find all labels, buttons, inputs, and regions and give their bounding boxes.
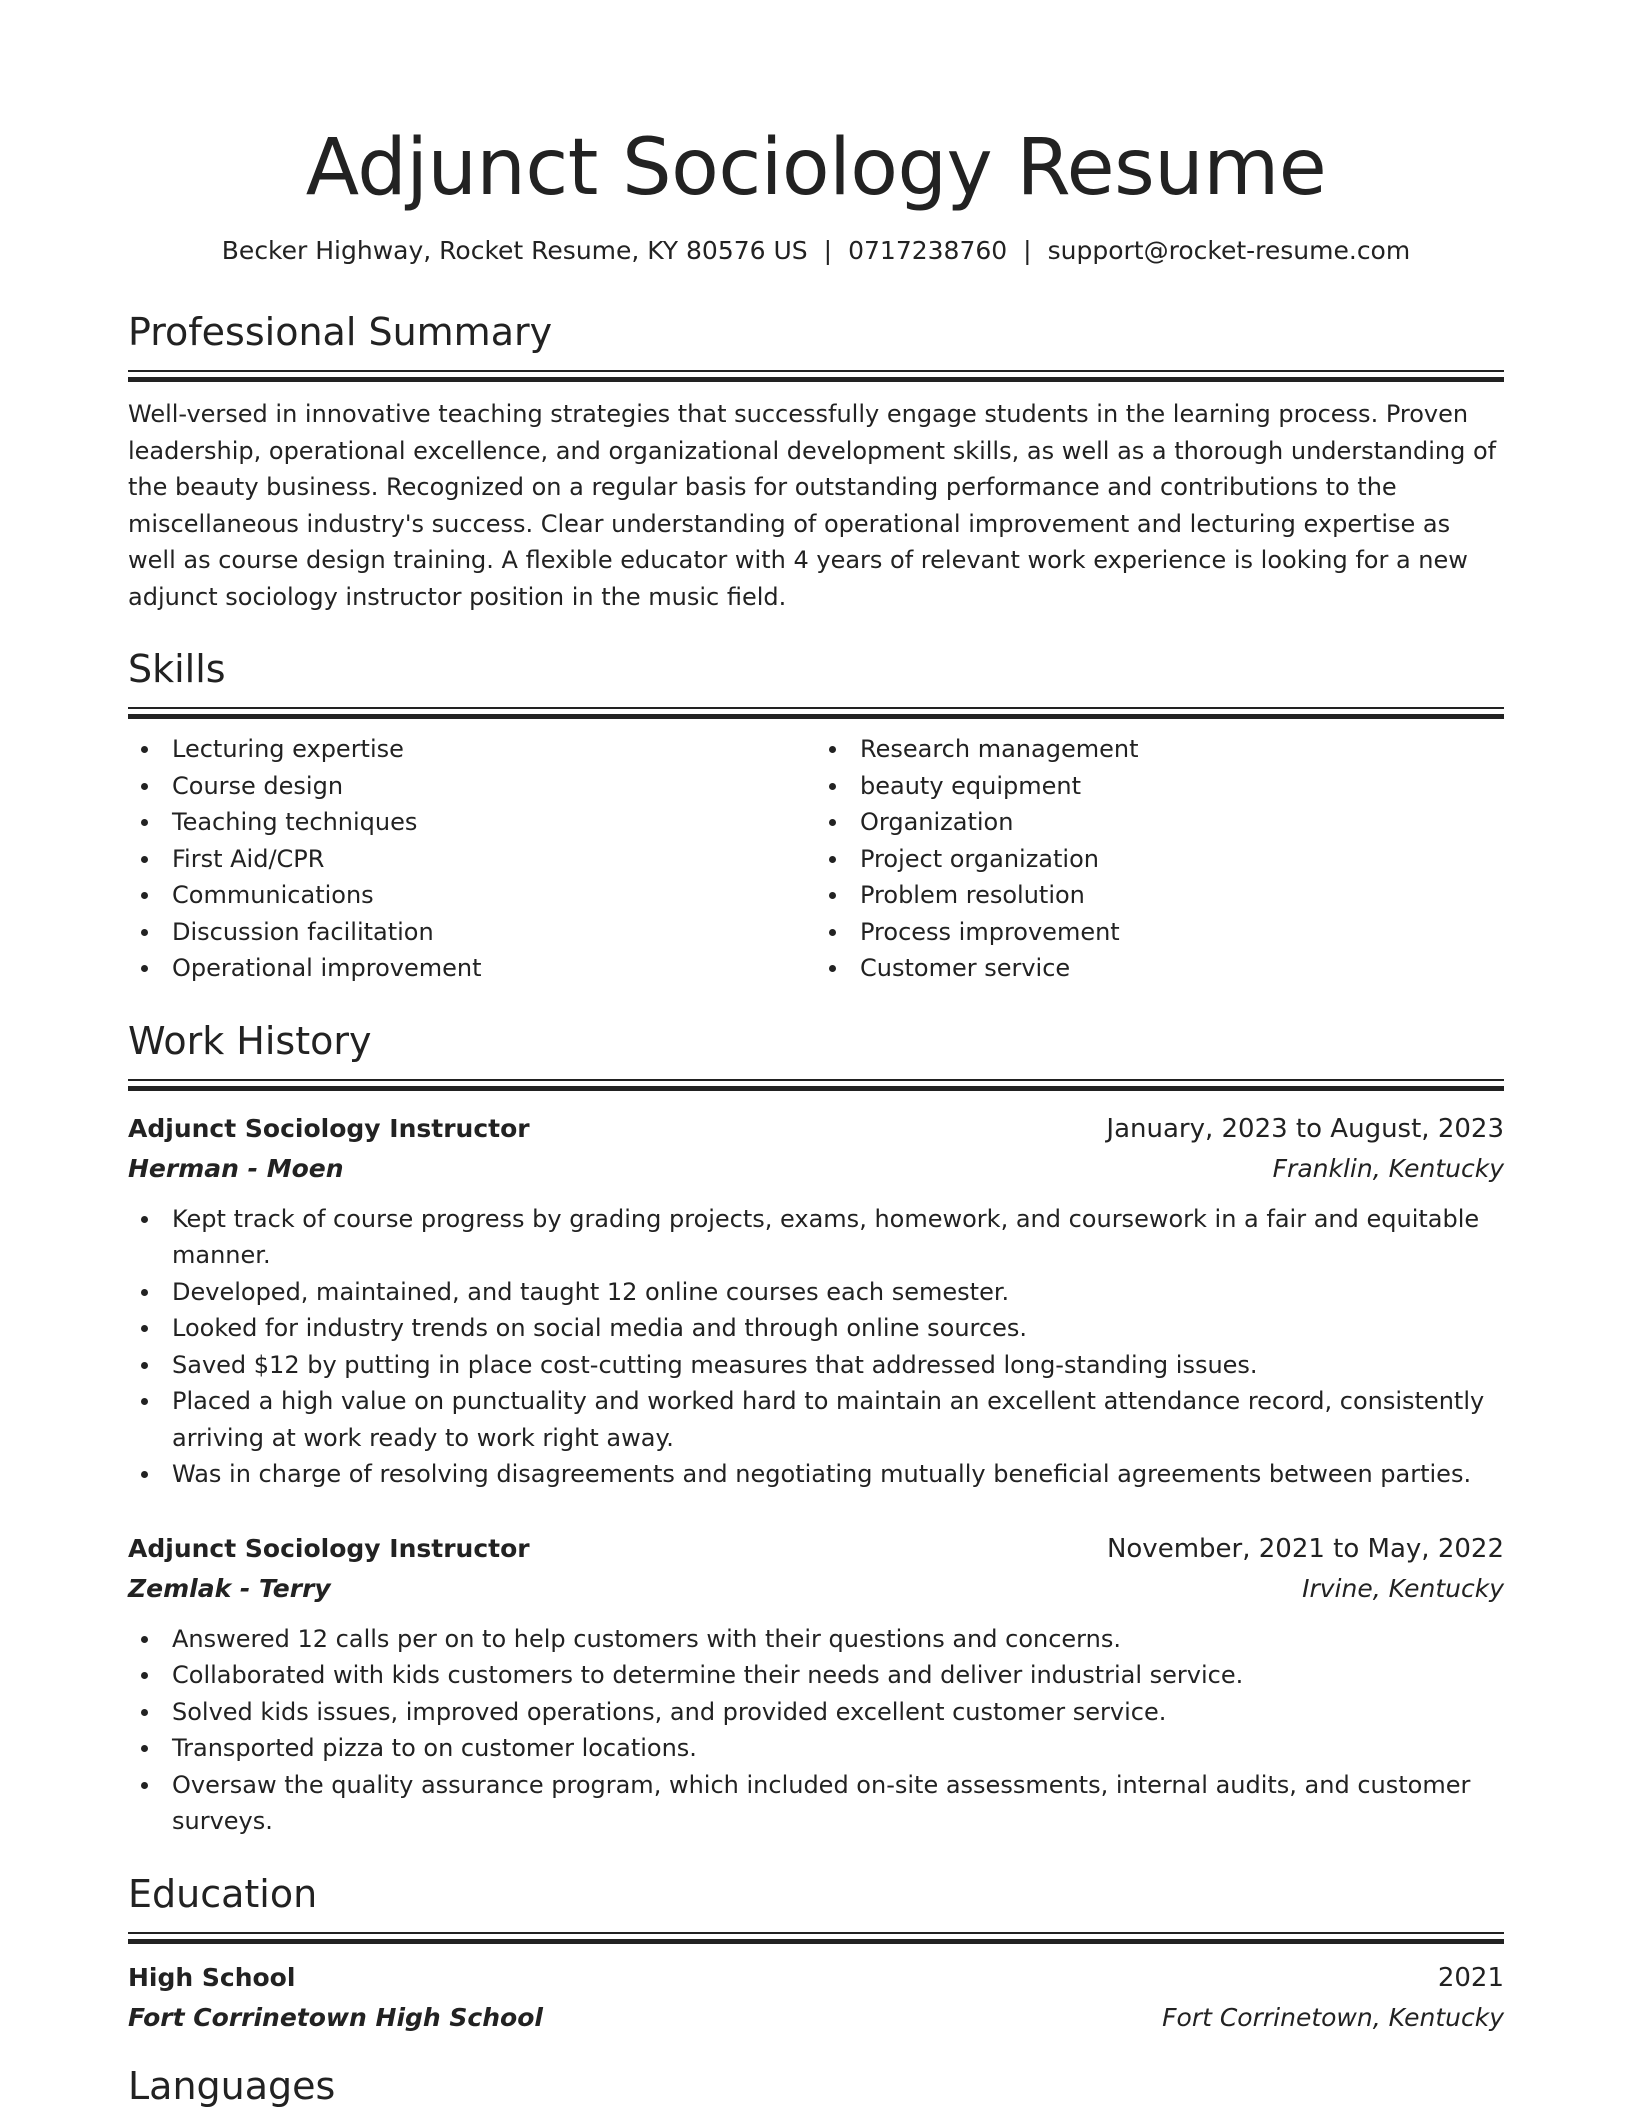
separator: |	[823, 236, 833, 265]
job-bullet: Saved $12 by putting in place cost-cutting measures that addressed long-standing issues.	[128, 1347, 1504, 1384]
section-heading: Work History	[128, 1018, 372, 1063]
contact-line	[128, 234, 1504, 268]
job-bullet: Collaborated with kids customers to determine their needs and deliver industrial service.	[128, 1657, 1504, 1694]
skills-column-right	[816, 731, 1504, 987]
skill-item: Organization	[816, 804, 1504, 841]
job-entry	[128, 1109, 1504, 1493]
skill-item: Teaching techniques	[128, 804, 816, 841]
skill-item: Communications	[128, 877, 816, 914]
school-name: Fort Corrinetown High School	[128, 2002, 543, 2032]
section-heading: Languages	[128, 2063, 336, 2108]
skill-item: Discussion facilitation	[128, 914, 816, 951]
skills-list	[128, 731, 1504, 987]
section-heading: Professional Summary	[128, 310, 553, 354]
education-section	[128, 1870, 1504, 2038]
job-bullet: Transported pizza to on customer locations.	[128, 1730, 1504, 1767]
school-location: Fort Corrinetown, Kentucky	[1162, 2002, 1504, 2032]
job-subheader-row	[128, 1569, 1504, 1609]
phone: 0717238760	[848, 236, 1008, 265]
job-dates: January, 2023 to August, 2023	[1106, 1113, 1504, 1144]
job-header-row	[128, 1109, 1504, 1149]
section-heading: Skills	[128, 647, 226, 691]
company-name: Zemlak - Terry	[128, 1573, 331, 1603]
skill-item: Lecturing expertise	[128, 731, 816, 768]
skill-item: beauty equipment	[816, 768, 1504, 805]
skill-item: Project organization	[816, 841, 1504, 878]
resume-title: Adjunct Sociology Resume	[305, 123, 1327, 213]
job-bullet: Developed, maintained, and taught 12 online courses each semester.	[128, 1274, 1504, 1311]
skill-item: First Aid/CPR	[128, 841, 816, 878]
section-divider	[128, 1932, 1504, 1944]
address: Becker Highway, Rocket Resume, KY 80576 US	[221, 236, 808, 265]
job-bullet: Kept track of course progress by grading projects, exams, homework, and coursework in a fair and equitable manner.	[128, 1201, 1504, 1274]
education-header-row	[128, 1958, 1504, 1998]
job-bullet: Answered 12 calls per on to help customers with their questions and concerns.	[128, 1621, 1504, 1658]
job-title: Adjunct Sociology Instructor	[128, 1113, 530, 1143]
degree: High School	[128, 1962, 296, 1992]
skill-item: Operational improvement	[128, 950, 816, 987]
section-divider	[128, 1079, 1504, 1091]
job-location: Franklin, Kentucky	[1272, 1153, 1504, 1183]
skill-item: Course design	[128, 768, 816, 805]
languages-section	[128, 2062, 1504, 2110]
job-bullets	[128, 1621, 1504, 1840]
skills-section	[128, 645, 1504, 987]
skill-item: Process improvement	[816, 914, 1504, 951]
job-bullet: Oversaw the quality assurance program, which included on-site assessments, internal audits, and customer surveys.	[128, 1767, 1504, 1840]
job-bullet: Was in charge of resolving disagreements and negotiating mutually beneficial agreements between parties.	[128, 1456, 1504, 1493]
job-location: Irvine, Kentucky	[1302, 1573, 1504, 1603]
job-bullets	[128, 1201, 1504, 1493]
section-divider	[128, 370, 1504, 382]
email[interactable]: support@rocket-resume.com	[1047, 236, 1411, 265]
graduation-year: 2021	[1437, 1962, 1504, 1993]
job-entry	[128, 1529, 1504, 1840]
job-bullet: Looked for industry trends on social media and through online sources.	[128, 1310, 1504, 1347]
company-name: Herman - Moen	[128, 1153, 344, 1183]
job-bullet: Solved kids issues, improved operations, and provided excellent customer service.	[128, 1694, 1504, 1731]
education-entry	[128, 1958, 1504, 2038]
education-subheader-row	[128, 1998, 1504, 2038]
separator: |	[1023, 236, 1032, 265]
job-subheader-row	[128, 1149, 1504, 1189]
skill-item: Research management	[816, 731, 1504, 768]
skill-item: Customer service	[816, 950, 1504, 987]
job-title: Adjunct Sociology Instructor	[128, 1533, 530, 1563]
job-dates: November, 2021 to May, 2022	[1106, 1533, 1504, 1564]
section-divider	[128, 707, 1504, 719]
summary-section	[128, 308, 1504, 615]
summary-text: Well-versed in innovative teaching strategies that successfully engage students in the learning process. Proven leadership, operational excellence, and organizational development skills, as well as a thorough understanding of the beauty business. Recognized on a regular basis for outstanding performance and contributions to the miscellaneous industry's success. Clear understanding of operational improvement and lecturing expertise as well as course design training. A flexible educator with 4 years of relevant work experience is looking for a new adjunct sociology instructor position in the music field.	[128, 400, 1497, 611]
job-header-row	[128, 1529, 1504, 1569]
work-history-section	[128, 1017, 1504, 1840]
section-heading: Education	[128, 1871, 318, 1916]
skills-column-left	[128, 731, 816, 987]
skill-item: Problem resolution	[816, 877, 1504, 914]
job-bullet: Placed a high value on punctuality and worked hard to maintain an excellent attendance record, consistently arriving at work ready to work right away.	[128, 1383, 1504, 1456]
